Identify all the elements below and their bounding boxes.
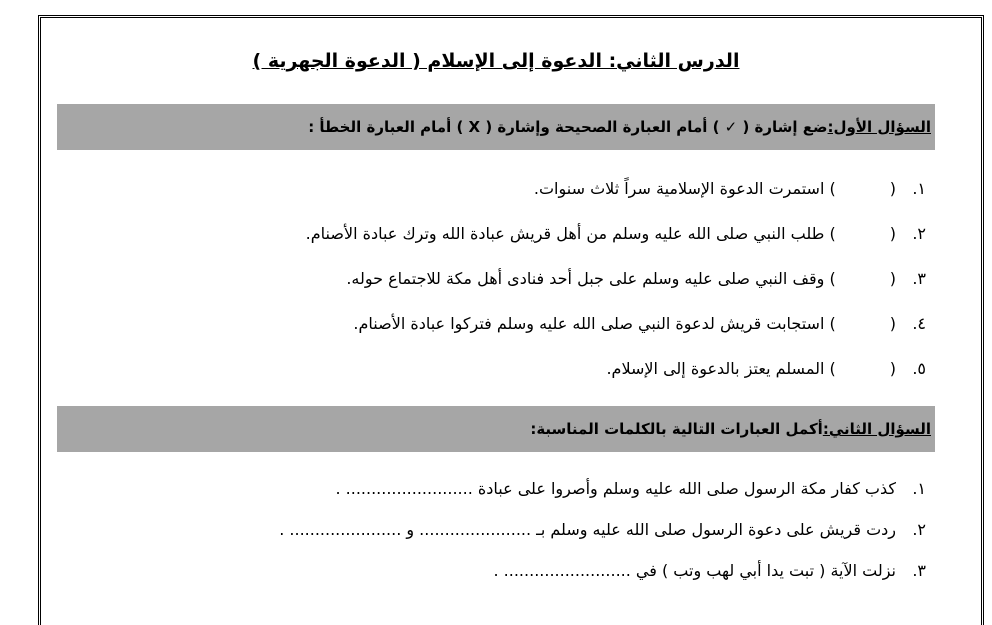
list-item: [60, 346, 932, 391]
statement-text: المسلم يعتز بالدعوة إلى الإسلام.: [606, 359, 825, 378]
answer-paren-close: ): [829, 179, 836, 198]
list-item: [60, 166, 932, 211]
fill-blank-list: [60, 468, 932, 591]
answer-paren-open: (: [889, 359, 896, 378]
list-item: [60, 301, 932, 346]
list-item: [60, 256, 932, 301]
lesson-title: الدرس الثاني: الدعوة إلى الإسلام ( الدعوة الجهرية ): [252, 50, 740, 72]
statement-text: استجابت قريش لدعوة النبي صلى الله عليه وسلم فتركوا عبادة الأصنام.: [353, 314, 825, 333]
statement-text: وقف النبي صلى عليه وسلم على جبل أحد فنادى أهل مكة للاجتماع حوله.: [346, 269, 825, 288]
answer-paren-close: ): [829, 224, 836, 243]
question2-header: [57, 406, 935, 452]
item-number: ١.: [912, 179, 926, 198]
item-number: ٤.: [912, 314, 926, 333]
list-item: [60, 211, 932, 256]
question2-label: السؤال الثاني:: [822, 420, 931, 438]
question1-label: السؤال الأول:: [827, 118, 931, 136]
item-number: ٢.: [912, 520, 926, 539]
statement-text: طلب النبي صلى الله عليه وسلم من أهل قريش عبادة الله وترك عبادة الأصنام.: [305, 224, 825, 243]
item-number: ٥.: [912, 359, 926, 378]
answer-paren-close: ): [829, 359, 836, 378]
statement-text: استمرت الدعوة الإسلامية سراً ثلاث سنوات.: [533, 179, 825, 198]
item-number: ١.: [912, 479, 926, 498]
answer-paren-open: (: [889, 314, 896, 333]
question1-instruction: ضع إشارة ( ✓ ) أمام العبارة الصحيحة وإشارة ( X ) أمام العبارة الخطأ :: [308, 118, 828, 136]
list-item[interactable]: [60, 509, 932, 550]
answer-paren-open: (: [889, 224, 896, 243]
answer-paren-open: (: [889, 269, 896, 288]
item-number: ٢.: [912, 224, 926, 243]
true-false-list: [60, 166, 932, 391]
question2-instruction: أكمل العبارات التالية بالكلمات المناسبة:: [530, 420, 823, 438]
question1-header: [57, 104, 935, 150]
answer-paren-close: ): [829, 314, 836, 333]
list-item[interactable]: [60, 468, 932, 509]
list-item[interactable]: [60, 550, 932, 591]
item-number: ٣.: [912, 561, 926, 580]
answer-paren-close: ): [829, 269, 836, 288]
item-number: ٣.: [912, 269, 926, 288]
fill-blank-text: ردت قريش على دعوة الرسول صلى الله عليه وسلم بـ ...................... و ...................... .: [279, 520, 896, 539]
answer-paren-open: (: [889, 179, 896, 198]
fill-blank-text: كذب كفار مكة الرسول صلى الله عليه وسلم وأصروا على عبادة ......................... .: [335, 479, 896, 498]
fill-blank-text: نزلت الآية ( تبت يدا أبي لهب وتب ) في ......................... .: [493, 561, 896, 580]
